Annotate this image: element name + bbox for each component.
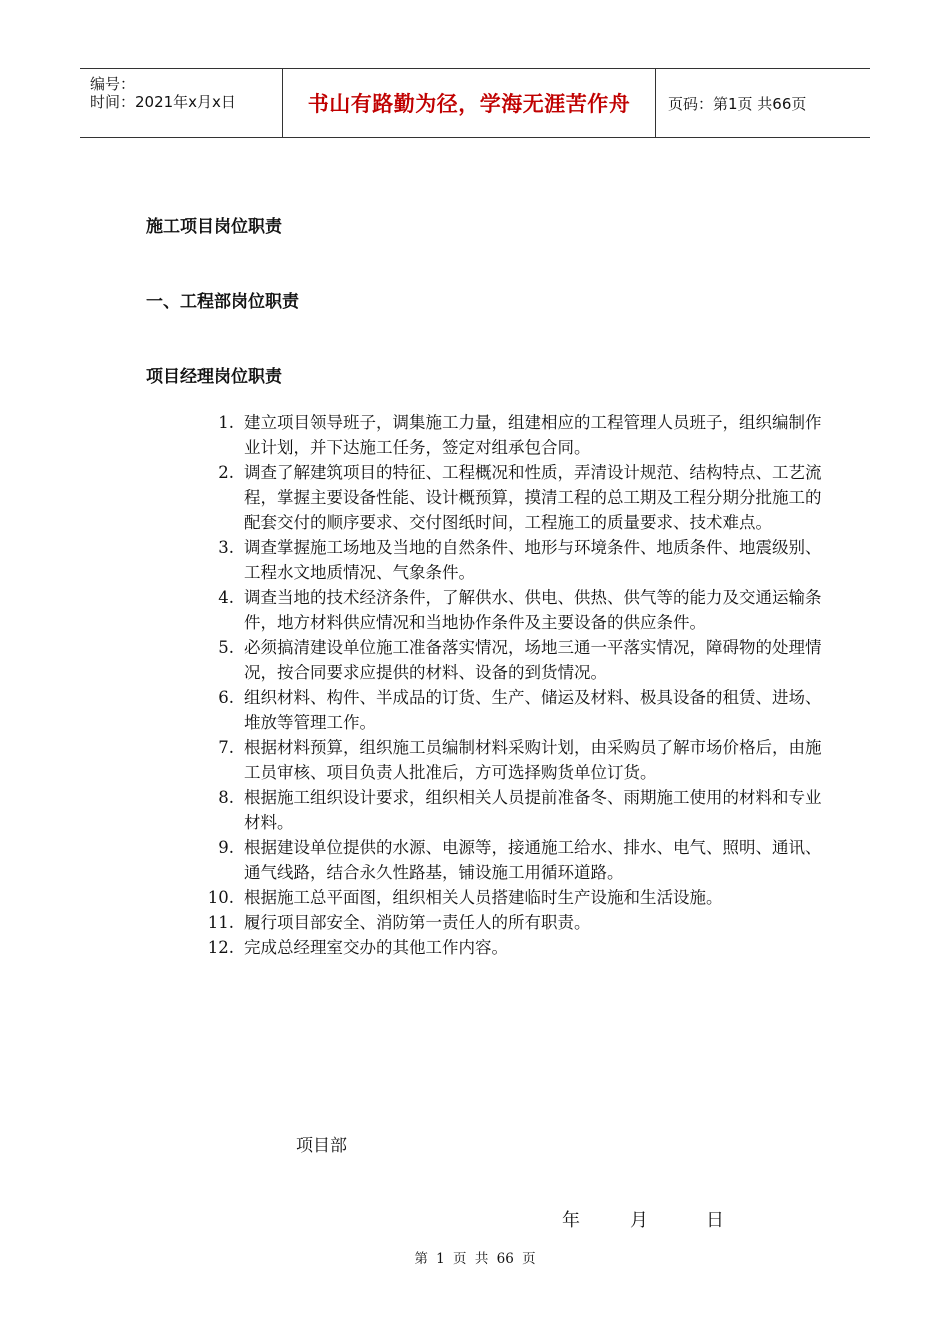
duty-number: 6. bbox=[218, 688, 234, 707]
duty-number: 5. bbox=[218, 638, 234, 657]
header-meta-cell bbox=[80, 69, 283, 137]
duty-item bbox=[200, 935, 830, 960]
duty-item bbox=[200, 410, 830, 460]
header-motto-cell bbox=[283, 69, 656, 137]
motto-text: 书山有路勤为径，学海无涯苦作舟 bbox=[307, 92, 631, 116]
doc-time-label: 时间：2021年x月x日 bbox=[90, 93, 236, 111]
duty-text: 调查当地的技术经济条件，了解供水、供电、供热、供气等的能力及交通运输条件，地方材料供应情况和当地协作条件及主要设备的供应条件。 bbox=[244, 588, 822, 632]
duty-number: 9. bbox=[218, 838, 234, 857]
duty-item bbox=[200, 685, 830, 735]
duty-item bbox=[200, 635, 830, 685]
duty-item bbox=[200, 785, 830, 835]
duty-text: 根据建设单位提供的水源、电源等，接通施工给水、排水、电气、照明、通讯、通气线路，结合永久性路基，铺设施工用循环道路。 bbox=[244, 838, 822, 882]
duty-item bbox=[200, 535, 830, 585]
date-day-label: 日 bbox=[706, 1210, 724, 1231]
duty-list bbox=[200, 410, 830, 960]
date-month-label: 月 bbox=[630, 1210, 648, 1231]
sub-title: 项目经理岗位职责 bbox=[146, 367, 282, 387]
duty-text: 组织材料、构件、半成品的订货、生产、储运及材料、极具设备的租赁、进场、堆放等管理工作。 bbox=[244, 688, 822, 732]
page-footer: 第 1 页 共 66 页 bbox=[414, 1251, 536, 1267]
duty-item bbox=[200, 885, 830, 910]
duty-text: 建立项目领导班子，调集施工力量，组建相应的工程管理人员班子，组织编制作业计划，并下达施工任务，签定对组承包合同。 bbox=[244, 413, 822, 457]
duty-text: 完成总经理室交办的其他工作内容。 bbox=[244, 938, 508, 957]
duty-number: 8. bbox=[218, 788, 234, 807]
page-info: 页码：第1页 共66页 bbox=[668, 94, 807, 113]
duty-number: 12. bbox=[207, 938, 234, 957]
duty-item bbox=[200, 460, 830, 535]
page-header bbox=[80, 68, 870, 138]
duty-number: 4. bbox=[218, 588, 234, 607]
duty-number: 11. bbox=[207, 913, 234, 932]
duty-number: 1. bbox=[218, 413, 234, 432]
duty-item bbox=[200, 835, 830, 885]
duty-item bbox=[200, 910, 830, 935]
duty-number: 7. bbox=[218, 738, 234, 757]
department-signature: 项目部 bbox=[296, 1136, 347, 1156]
duty-number: 3. bbox=[218, 538, 234, 557]
doc-title: 施工项目岗位职责 bbox=[146, 217, 282, 237]
section-title: 一、工程部岗位职责 bbox=[146, 292, 299, 312]
duty-text: 调查了解建筑项目的特征、工程概况和性质，弄清设计规范、结构特点、工艺流程，掌握主要设备性能、设计概预算，摸清工程的总工期及工程分期分批施工的配套交付的顺序要求、交付图纸时间，工程施工的质量要求、技术难点。 bbox=[244, 463, 822, 532]
duty-text: 调查掌握施工场地及当地的自然条件、地形与环境条件、地质条件、地震级别、工程水文地质情况、气象条件。 bbox=[244, 538, 822, 582]
date-line bbox=[562, 1206, 724, 1232]
duty-number: 2. bbox=[218, 463, 234, 482]
duty-text: 必须搞清建设单位施工准备落实情况，场地三通一平落实情况，障碍物的处理情况，按合同要求应提供的材料、设备的到货情况。 bbox=[244, 638, 822, 682]
duty-item bbox=[200, 735, 830, 785]
doc-code-label: 编号： bbox=[90, 75, 136, 93]
header-page-cell bbox=[656, 69, 870, 137]
duty-text: 根据材料预算，组织施工员编制材料采购计划，由采购员了解市场价格后，由施工员审核、项目负责人批准后，方可选择购货单位订货。 bbox=[244, 738, 822, 782]
duty-text: 履行项目部安全、消防第一责任人的所有职责。 bbox=[244, 913, 591, 932]
duty-text: 根据施工组织设计要求，组织相关人员提前准备冬、雨期施工使用的材料和专业材料。 bbox=[244, 788, 822, 832]
date-year-label: 年 bbox=[562, 1210, 580, 1231]
duty-text: 根据施工总平面图，组织相关人员搭建临时生产设施和生活设施。 bbox=[244, 888, 723, 907]
duty-number: 10. bbox=[207, 888, 234, 907]
duty-item bbox=[200, 585, 830, 635]
